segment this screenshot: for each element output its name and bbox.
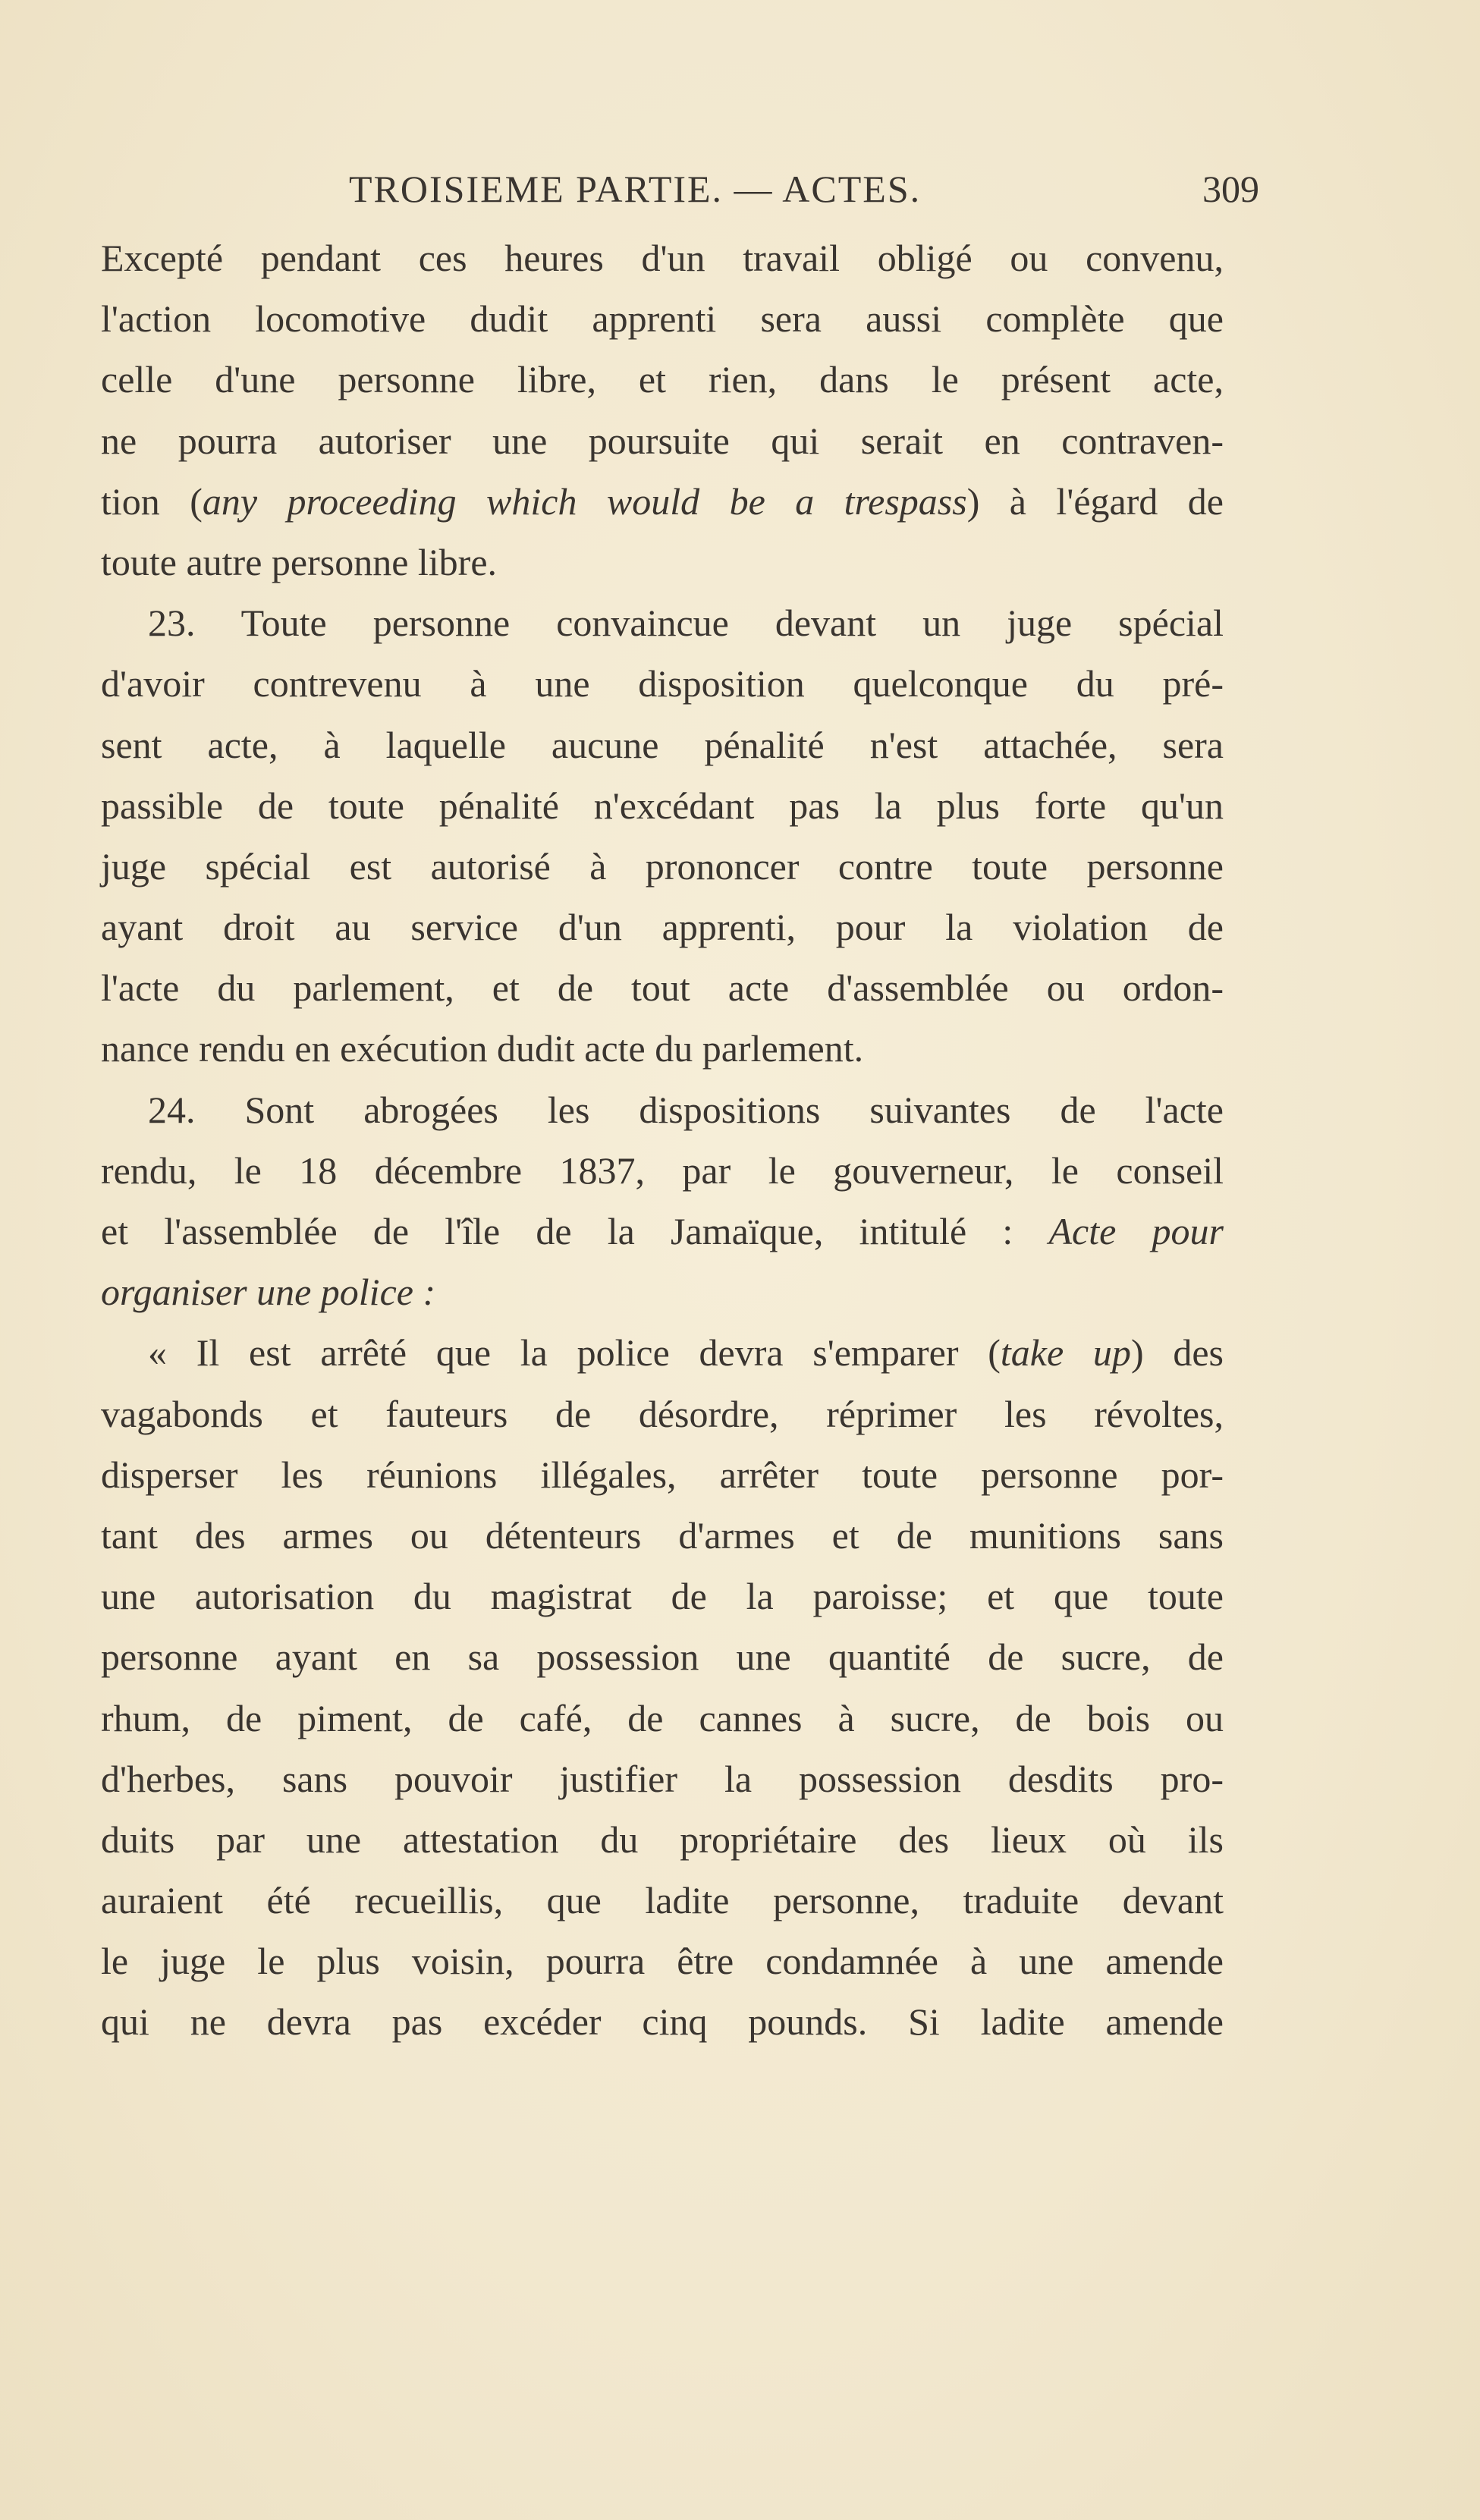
text-line: qui ne devra pas excéder cinq pounds. Si ladite amende (101, 2000, 1224, 2044)
text-line (101, 471, 1224, 532)
text-segment: tion ( (101, 479, 203, 523)
text-line: duits par une attestation du propriétaire des lieux où ils (101, 1818, 1224, 1861)
text-line: sent acte, à laquelle aucune pénalité n'est attachée, sera (101, 723, 1224, 766)
article-24-start: 24. Sont abrogées les dispositions suivantes de l'acte (148, 1088, 1224, 1131)
text-segment: ) des (1130, 1331, 1224, 1375)
text-line: personne ayant en sa possession une quantité de sucre, de (101, 1635, 1224, 1679)
text-line: d'herbes, sans pouvoir justifier la possession desdits pro- (101, 1757, 1224, 1800)
text-line: l'acte du parlement, et de tout acte d'assemblée ou ordon- (101, 966, 1224, 1010)
text-line: ne pourra autoriser une poursuite qui serait en contraven- (101, 419, 1224, 462)
text-line: une autorisation du magistrat de la paroisse; et que toute (101, 1575, 1224, 1618)
english-gloss: take up (1000, 1331, 1131, 1375)
text-line (101, 1201, 1224, 1262)
text-line: passible de toute pénalité n'excédant pas la plus forte qu'un (101, 784, 1224, 827)
running-head: TROISIEME PARTIE. — ACTES. (349, 168, 922, 210)
body-text (101, 228, 1224, 2053)
english-gloss: any proceeding which would be a trespass (202, 479, 967, 523)
act-title: Acte pour (1048, 1210, 1224, 1252)
text-line: d'avoir contrevenu à une disposition quelconque du pré- (101, 662, 1224, 705)
text-line: Excepté pendant ces heures d'un travail obligé ou convenu, (101, 237, 1224, 279)
text-line: ayant droit au service d'un apprenti, pour la violation de (101, 906, 1224, 949)
text-line: auraient été recueillis, que ladite personne, traduite devant (101, 1879, 1224, 1922)
article-23-start: 23. Toute personne convaincue devant un juge spécial (148, 602, 1224, 645)
page-header (99, 167, 1259, 220)
text-line: rendu, le 18 décembre 1837, par le gouverneur, le conseil (101, 1148, 1224, 1192)
text-line: l'action locomotive dudit apprenti sera aussi complète que (101, 297, 1224, 341)
text-line: juge spécial est autorisé à prononcer contre toute personne (101, 844, 1224, 888)
text-line: vagabonds et fauteurs de désordre, réprimer les révoltes, (101, 1392, 1224, 1435)
text-line: tant des armes ou détenteurs d'armes et de munitions sans (101, 1513, 1224, 1557)
text-line: nance rendu en exécution dudit acte du parlement. (101, 1027, 864, 1070)
text-line: disperser les réunions illégales, arrêter toute personne por- (101, 1453, 1224, 1496)
quotation-start (101, 1322, 1224, 1383)
act-title: organiser une police : (101, 1271, 436, 1314)
text-line: le juge le plus voisin, pourra être condamnée à une amende (101, 1940, 1224, 1983)
text-segment: et l'assemblée de l'île de la Jamaïque, intitulé : (101, 1210, 1049, 1252)
text-line: celle d'une personne libre, et rien, dans le présent acte, (101, 358, 1224, 401)
text-line: rhum, de piment, de café, de cannes à sucre, de bois ou (101, 1696, 1224, 1739)
text-segment: « Il est arrêté que la police devra s'emparer ( (148, 1331, 1001, 1375)
text-line (101, 1262, 1224, 1322)
text-segment: ) à l'égard de (966, 479, 1224, 523)
page-number: 309 (1202, 168, 1259, 210)
text-line: toute autre personne libre. (101, 540, 498, 583)
